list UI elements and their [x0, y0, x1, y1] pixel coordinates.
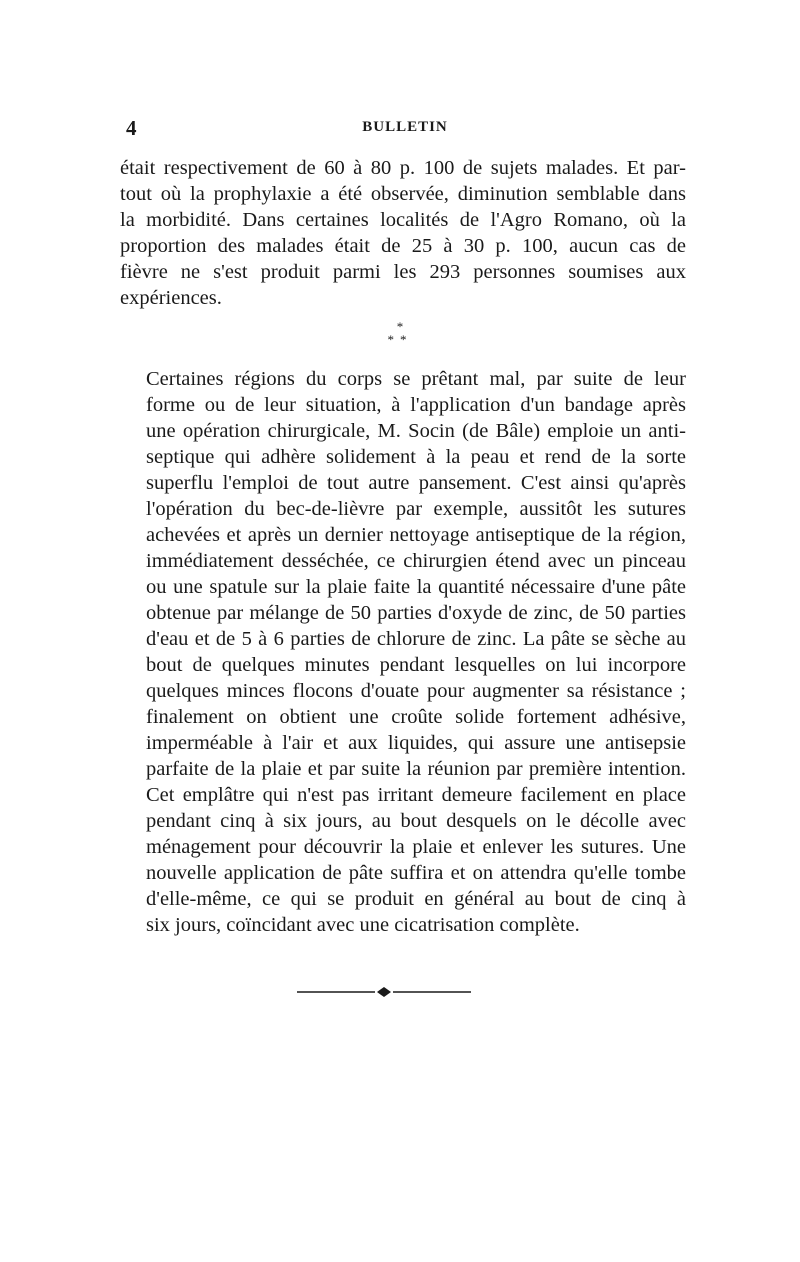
text-line: forme ou de leur situation, à l'application d'un bandage après	[146, 394, 686, 416]
page-number: 4	[126, 116, 137, 140]
text-line: d'elle-même, ce qui se produit en général au bout de cinq à	[146, 888, 686, 910]
page-header	[120, 116, 690, 138]
text-line: la morbidité. Dans certaines localités de l'Agro Romano, où la	[120, 209, 686, 231]
text-line: Cet emplâtre qui n'est pas irritant demeure facilement en place	[146, 784, 686, 806]
text-line: d'eau et de 5 à 6 parties de chlorure de zinc. La pâte se sèche au	[146, 628, 686, 650]
text-line: ou une spatule sur la plaie faite la quantité nécessaire d'une pâte	[146, 576, 686, 598]
text-line: une opération chirurgicale, M. Socin (de Bâle) emploie un anti-	[146, 420, 686, 442]
paragraph-1	[120, 155, 686, 311]
text-line: septique qui adhère solidement à la peau et rend de la sorte	[146, 446, 686, 468]
text-line: ménagement pour découvrir la plaie et enlever les sutures. Une	[146, 836, 686, 858]
asterism-bottom: **	[387, 332, 413, 347]
text-line: six jours, coïncidant avec une cicatrisation complète.	[146, 914, 580, 936]
text-line: parfaite de la plaie et par suite la réunion par première intention.	[146, 758, 686, 780]
text-line: achevées et après un dernier nettoyage antiseptique de la région,	[146, 524, 686, 546]
text-line: bout de quelques minutes pendant lesquelles on lui incorpore	[146, 654, 686, 676]
text-line: nouvelle application de pâte suffira et on attendra qu'elle tombe	[146, 862, 686, 884]
text-line: immédiatement desséchée, ce chirurgien étend avec un pinceau	[146, 550, 686, 572]
text-line: finalement on obtient une croûte solide fortement adhésive,	[146, 706, 686, 728]
text-line: fièvre ne s'est produit parmi les 293 personnes soumises aux	[120, 261, 686, 283]
ornament-graphic	[297, 986, 471, 998]
asterism-separator	[380, 320, 420, 350]
text-line: quelques minces flocons d'ouate pour augmenter sa résistance ;	[146, 680, 686, 702]
text-line: superflu l'emploi de tout autre pansement. C'est ainsi qu'après	[146, 472, 686, 494]
paragraph-2	[120, 366, 686, 938]
text-line: l'opération du bec-de-lièvre par exemple, aussitôt les sutures	[146, 498, 686, 520]
running-title: BULLETIN	[362, 119, 448, 135]
text-line: était respectivement de 60 à 80 p. 100 de sujets malades. Et par-	[120, 157, 686, 179]
text-line: obtenue par mélange de 50 parties d'oxyde de zinc, de 50 parties	[146, 602, 686, 624]
text-line: Certaines régions du corps se prêtant mal, par suite de leur	[146, 368, 686, 390]
text-line: expériences.	[120, 287, 222, 309]
text-line: pendant cinq à six jours, au bout desquels on le décolle avec	[146, 810, 686, 832]
text-line: imperméable à l'air et aux liquides, qui assure une antisepsie	[146, 732, 686, 754]
asterism-top: *	[396, 319, 404, 334]
line-diamond-ornament-icon	[297, 985, 471, 997]
text-line: tout où la prophylaxie a été observée, diminution semblable dans	[120, 183, 686, 205]
text-line: proportion des malades était de 25 à 30 p. 100, aucun cas de	[120, 235, 686, 257]
